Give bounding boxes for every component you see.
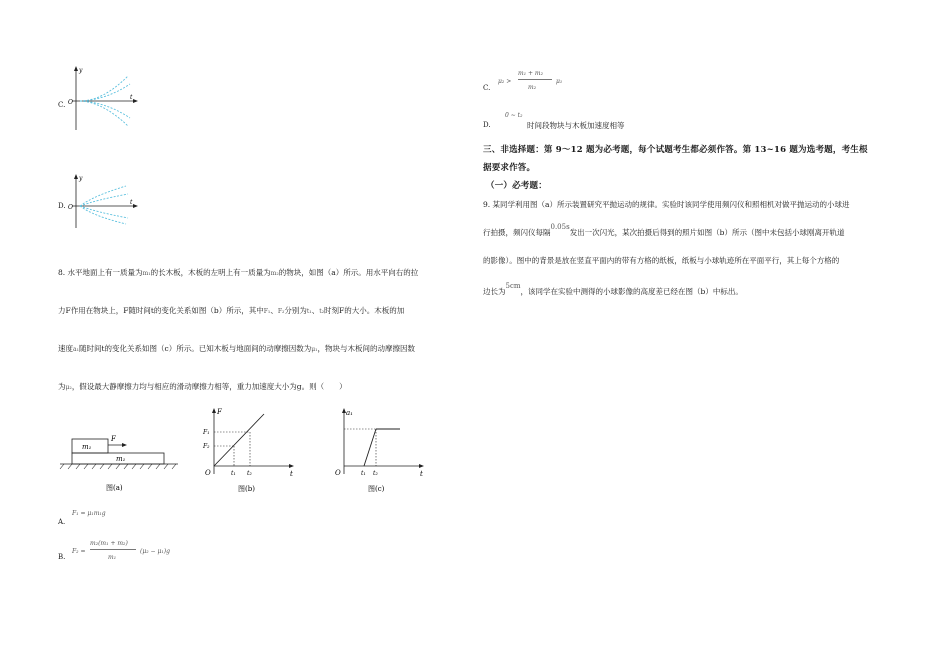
fig-c-a1-axis: a₁ bbox=[346, 409, 353, 417]
section-heading-line-1: 三、非选择题：第 9～12 题为必考题，每个试题考生都必须作答。第 13~16 题为选考题，考生根 bbox=[483, 145, 868, 155]
right-option-d-label: D. bbox=[483, 121, 491, 129]
fig-c-t1: t₁ bbox=[361, 470, 366, 477]
right-option-d-text: 时间段物块与木板加速度相等 bbox=[527, 121, 625, 130]
q9-line-3: 的影像）。图中的背景是放在竖直平面内的带有方格的纸板，纸板与小球轨迹所在平面平行，其上每个方格的 bbox=[483, 256, 840, 265]
fig-b-F-axis: F bbox=[217, 408, 222, 416]
figure-c bbox=[328, 404, 428, 497]
fig-c-origin: O bbox=[335, 469, 341, 477]
right-option-c-numerator: m₁ + m₂ bbox=[518, 70, 544, 77]
fig-b-t2: t₂ bbox=[247, 470, 252, 477]
right-option-c-denominator: m₂ bbox=[528, 84, 537, 91]
q9-line-2: 行拍摄，频闪仪每隔0.05s发出一次闪光，某次拍摄后得到的照片如图（b）所示（图中未包括小球刚离开轨道 bbox=[483, 223, 845, 237]
q8-line-2: 力F作用在物块上，F随时间t的变化关系如图（b）所示，其中F₁、F₂分别为t₁、t₂时刻F的大小。木板的加 bbox=[58, 306, 405, 315]
option-c-graph bbox=[68, 64, 148, 134]
fig-a-F: F bbox=[111, 435, 116, 443]
fig-a-m1: m₁ bbox=[116, 455, 126, 463]
option-b-label: B. bbox=[58, 553, 66, 561]
option-a-formula: F₁ = μ₁m₁g bbox=[72, 510, 106, 517]
fig-b-caption: 图(b) bbox=[238, 485, 255, 493]
graph-c-y-label: y bbox=[79, 67, 83, 74]
fig-b-t-axis: t bbox=[290, 470, 293, 478]
fig-b-t1: t₁ bbox=[231, 470, 236, 477]
graph-d-y-label: y bbox=[79, 175, 83, 182]
q8-line-1: 8. 水平地面上有一质量为m₁的长木板，木板的左明上有一质量为m₂的物块，如图（a）所示。用水平向右的拉 bbox=[58, 268, 419, 277]
fig-c-t2: t₂ bbox=[373, 470, 378, 477]
q9-line-1: 9. 某同学利用图（a）所示装置研究平抛运动的规律。实验时该同学使用频闪仪和照相机对做平抛运动的小球进 bbox=[483, 200, 850, 209]
graph-d-x-label: t bbox=[130, 199, 133, 206]
right-option-d-formula: 0 ~ t₂ bbox=[505, 112, 523, 119]
fig-b-F1: F₁ bbox=[203, 429, 210, 436]
q8-line-4: 为μ₂，假设最大静摩擦力均与相应的滑动摩擦力相等，重力加速度大小为g。则（ ） bbox=[58, 382, 347, 391]
figure-a bbox=[58, 425, 183, 497]
fig-c-t-axis: t bbox=[420, 470, 423, 478]
subsection-title: （一）必考题： bbox=[486, 181, 547, 191]
option-b-denominator: m₁ bbox=[108, 554, 117, 561]
section-heading-line-2: 据要求作答。 bbox=[483, 163, 536, 173]
right-option-c-rest: μ₁ bbox=[556, 78, 563, 85]
option-a-label: A. bbox=[58, 518, 66, 526]
fig-a-caption: 图(a) bbox=[106, 484, 123, 492]
option-d-label: D. bbox=[58, 202, 66, 210]
q8-line-3: 速度a₁随时间t的变化关系如图（c）所示。已知木板与地面间的动摩擦因数为μ₁，物块与木板间的动摩擦因数 bbox=[58, 344, 416, 353]
graph-c-origin: O bbox=[68, 99, 73, 106]
graph-d-origin: O bbox=[68, 204, 73, 211]
option-b-lhs: F₂ = bbox=[72, 548, 86, 555]
fig-b-F2: F₂ bbox=[203, 443, 210, 450]
figure-b bbox=[198, 404, 298, 497]
fig-a-m2: m₁ bbox=[82, 443, 92, 451]
option-c-label: C. bbox=[58, 101, 66, 109]
fig-b-origin: O bbox=[205, 469, 211, 477]
right-option-c-label: C. bbox=[483, 84, 491, 92]
option-b-numerator: m₂(m₁ + m₂) bbox=[90, 540, 128, 547]
option-d-graph bbox=[68, 172, 148, 232]
right-option-c-lhs: μ₂ > bbox=[498, 78, 512, 85]
graph-c-x-label: t bbox=[130, 94, 133, 101]
fig-c-caption: 图(c) bbox=[368, 485, 385, 493]
option-b-rest: (μ₂ − μ₁)g bbox=[140, 548, 170, 555]
q9-line-4: 边长为5cm，该同学在实验中测得的小球影像的高度差已经在图（b）中标出。 bbox=[483, 282, 743, 296]
